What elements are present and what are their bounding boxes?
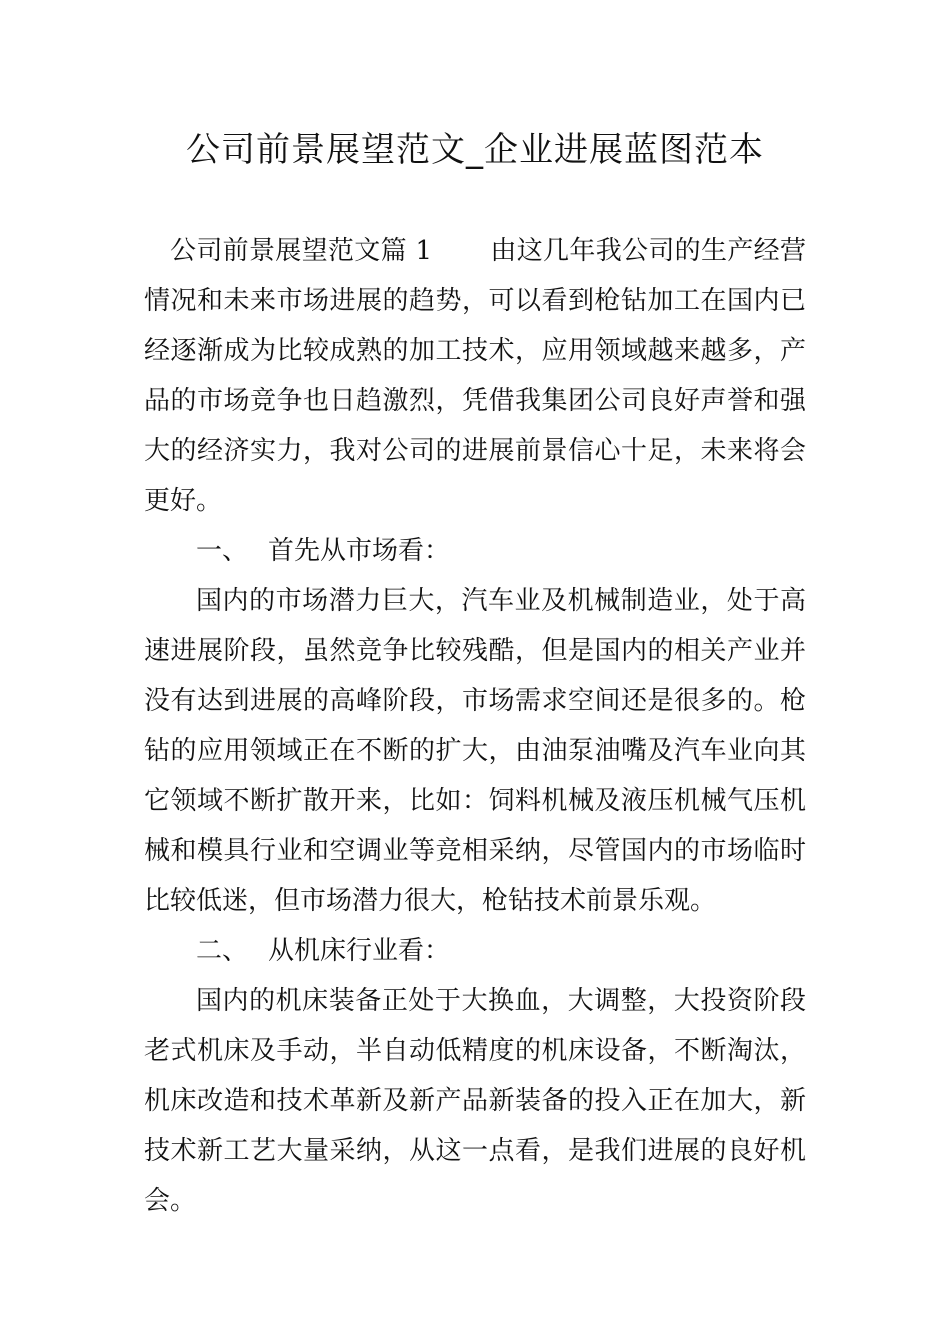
- section1-heading: [144, 526, 806, 576]
- document-title: 公司前景展望范文_企业进展蓝图范本: [186, 130, 764, 170]
- section1-number: 一、: [196, 536, 249, 566]
- section2-heading: [144, 926, 806, 976]
- section2-paragraph: 国内的机床装备正处于大换血，大调整，大投资阶段老式机床及手动，半自动低精度的机床设备，不断淘汰，机床改造和技术革新及新产品新装备的投入正在加大，新技术新工艺大量采纳，从这一点看，是我们进展的良好机会。: [144, 986, 806, 1216]
- section1-heading-text: 首先从市场看：: [268, 536, 451, 566]
- section2-number: 二、: [196, 936, 249, 966]
- section2-heading-text: 从机床行业看：: [268, 936, 451, 966]
- intro-paragraph: [144, 226, 806, 526]
- intro-text: 由这几年我公司的生产经营情况和未来市场进展的趋势，可以看到枪钻加工在国内已经逐渐成为比较成熟的加工技术，应用领域越来越多，产品的市场竞争也日趋激烈，凭借我集团公司良好声誉和强大的经济实力，我对公司的进展前景信心十足，未来将会更好。: [144, 236, 806, 516]
- intro-label: 公司前景展望范文篇 1: [170, 236, 433, 266]
- document-body: [144, 226, 806, 1226]
- section1-paragraph: 国内的市场潜力巨大，汽车业及机械制造业，处于高速进展阶段，虽然竞争比较残酷，但是国内的相关产业并没有达到进展的高峰阶段，市场需求空间还是很多的。枪钻的应用领域正在不断的扩大，由油泵油嘴及汽车业向其它领域不断扩散开来，比如：饲料机械及液压机械气压机械和模具行业和空调业等竞相采纳，尽管国内的市场临时比较低迷，但市场潜力很大，枪钻技术前景乐观。: [144, 586, 806, 916]
